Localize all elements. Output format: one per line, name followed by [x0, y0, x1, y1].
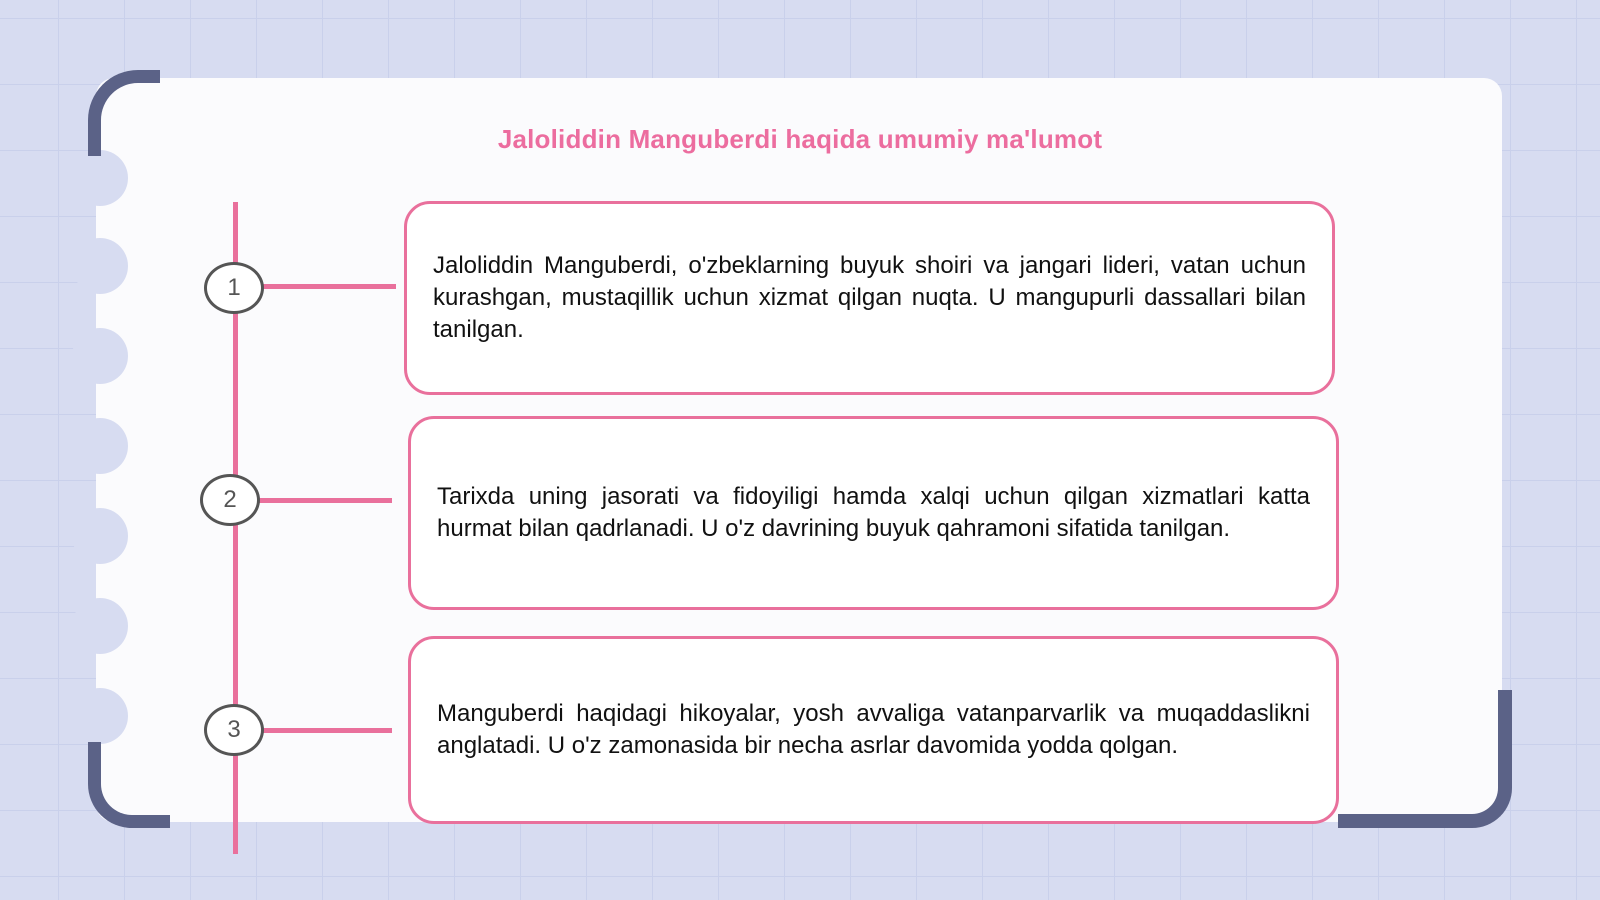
paper-edge-notch [72, 418, 128, 474]
corner-bracket-bottom-left [88, 742, 170, 828]
step-number-2: 2 [200, 474, 260, 526]
paper-edge-notch [72, 508, 128, 564]
timeline-connector [262, 728, 392, 733]
paper-edge-notch [72, 238, 128, 294]
info-card-1 [404, 201, 1335, 395]
timeline-connector [258, 498, 392, 503]
paper-edge-notch [72, 328, 128, 384]
paper-edge-notch [72, 688, 128, 744]
info-card-3 [408, 636, 1339, 824]
paper-edge-notch [72, 598, 128, 654]
paper-edge-notch [72, 150, 128, 206]
info-card-text: Manguberdi haqidagi hikoyalar, yosh avvaliga vatanparvarlik va muqaddaslikni anglatadi. U o'z zamonasida bir necha asrlar davomida yodda qolgan. [437, 700, 1310, 759]
info-card-2 [408, 416, 1339, 610]
corner-bracket-bottom-right [1338, 690, 1512, 828]
info-card-text: Tarixda uning jasorati va fidoyiligi hamda xalqi uchun qilgan xizmatlari katta hurmat bilan qadrlanadi. U o'z davrining buyuk qahramoni sifatida tanilgan. [437, 483, 1310, 542]
info-card-text: Jaloliddin Manguberdi, o'zbeklarning buyuk shoiri va jangari lideri, vatan uchun kurashgan, mustaqillik uchun xizmat qilgan nuqta. U mangupurli dassallari bilan tanilgan. [433, 252, 1306, 343]
step-number-1: 1 [204, 262, 264, 314]
slide-title: Jaloliddin Manguberdi haqida umumiy ma'lumot [497, 124, 1103, 154]
step-number-3: 3 [204, 704, 264, 756]
timeline-connector [262, 284, 396, 289]
